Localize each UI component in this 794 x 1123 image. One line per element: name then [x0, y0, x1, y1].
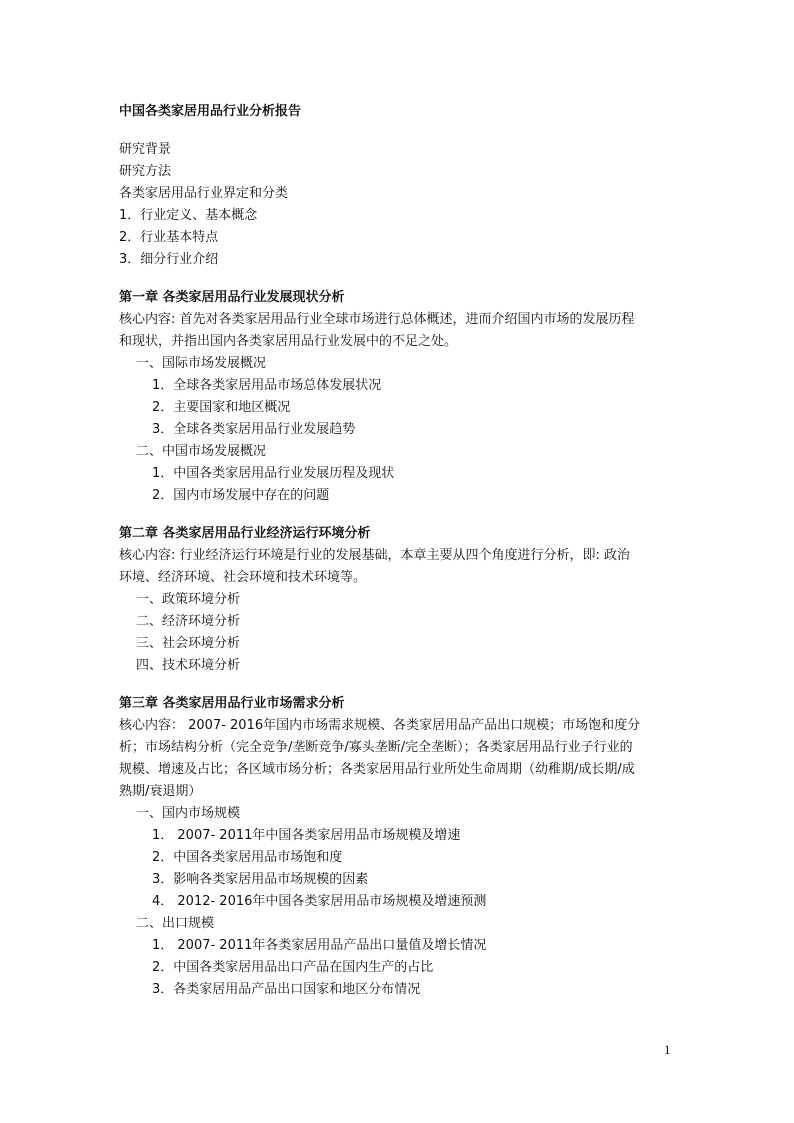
intro-item: 1．行业定义、基本概念 — [119, 208, 258, 223]
page-number: 1 — [664, 1042, 671, 1057]
chapter-heading: 第一章 各类家居用品行业发展现状分析 — [119, 290, 345, 305]
report-title: 中国各类家居用品行业分析报告 — [119, 104, 302, 119]
intro-item: 研究背景 — [119, 142, 172, 157]
section-item: 1． 2007- 2011年中国各类家居用品市场规模及增速 — [152, 828, 461, 843]
section-title: 二、出口规模 — [136, 916, 215, 931]
section-item: 3．全球各类家居用品行业发展趋势 — [152, 422, 356, 437]
section-item: 3．各类家居用品产品出口国家和地区分布情况 — [152, 982, 421, 997]
intro-item: 各类家居用品行业界定和分类 — [119, 186, 289, 201]
section-item: 4． 2012- 2016年中国各类家居用品市场规模及增速预测 — [152, 894, 487, 909]
section-item: 1． 2007- 2011年各类家居用品产品出口量值及增长情况 — [152, 938, 487, 953]
chapter-heading: 第三章 各类家居用品行业市场需求分析 — [119, 696, 345, 711]
section-title: 二、经济环境分析 — [136, 614, 241, 629]
section-title: 二、中国市场发展概况 — [136, 444, 267, 459]
core-content-line: 熟期/衰退期） — [119, 784, 202, 799]
chapter-heading: 第二章 各类家居用品行业经济运行环境分析 — [119, 526, 371, 541]
core-content-line: 规模、增速及占比；各区域市场分析；各类家居用品行业所处生命周期（幼稚期/成长期/成 — [119, 762, 635, 777]
section-title: 一、政策环境分析 — [136, 592, 241, 607]
section-item: 3．影响各类家居用品市场规模的因素 — [152, 872, 369, 887]
intro-item: 研究方法 — [119, 164, 172, 179]
core-content-line: 核心内容： 2007- 2016年国内市场需求规模、各类家居用品产品出口规模；市场饱和度分 — [119, 718, 641, 733]
core-content-line: 核心内容: 行业经济运行环境是行业的发展基础，本章主要从四个角度进行分析，即: 政治 — [119, 548, 631, 563]
section-item: 2．国内市场发展中存在的问题 — [152, 488, 330, 503]
intro-item: 3．细分行业介绍 — [119, 252, 219, 267]
section-item: 2．主要国家和地区概况 — [152, 400, 291, 415]
section-item: 2．中国各类家居用品市场饱和度 — [152, 850, 343, 865]
core-content-line: 和现状，并指出国内各类家居用品行业发展中的不足之处。 — [119, 334, 458, 349]
core-content-line: 核心内容: 首先对各类家居用品行业全球市场进行总体概述，进而介绍国内市场的发展历程 — [119, 312, 635, 327]
intro-item: 2．行业基本特点 — [119, 230, 219, 245]
section-title: 四、技术环境分析 — [136, 658, 241, 673]
section-item: 1．全球各类家居用品市场总体发展状况 — [152, 378, 382, 393]
section-title: 一、国内市场规模 — [136, 806, 241, 821]
section-item: 1．中国各类家居用品行业发展历程及现状 — [152, 466, 395, 481]
core-content-line: 析；市场结构分析（完全竞争/垄断竞争/寡头垄断/完全垄断）；各类家居用品行业子行业的 — [119, 740, 633, 755]
section-title: 一、国际市场发展概况 — [136, 356, 267, 371]
section-title: 三、社会环境分析 — [136, 636, 241, 651]
document-body — [119, 101, 679, 1001]
core-content-line: 环境、经济环境、社会环境和技术环境等。 — [119, 570, 367, 585]
section-item: 2．中国各类家居用品出口产品在国内生产的占比 — [152, 960, 434, 975]
